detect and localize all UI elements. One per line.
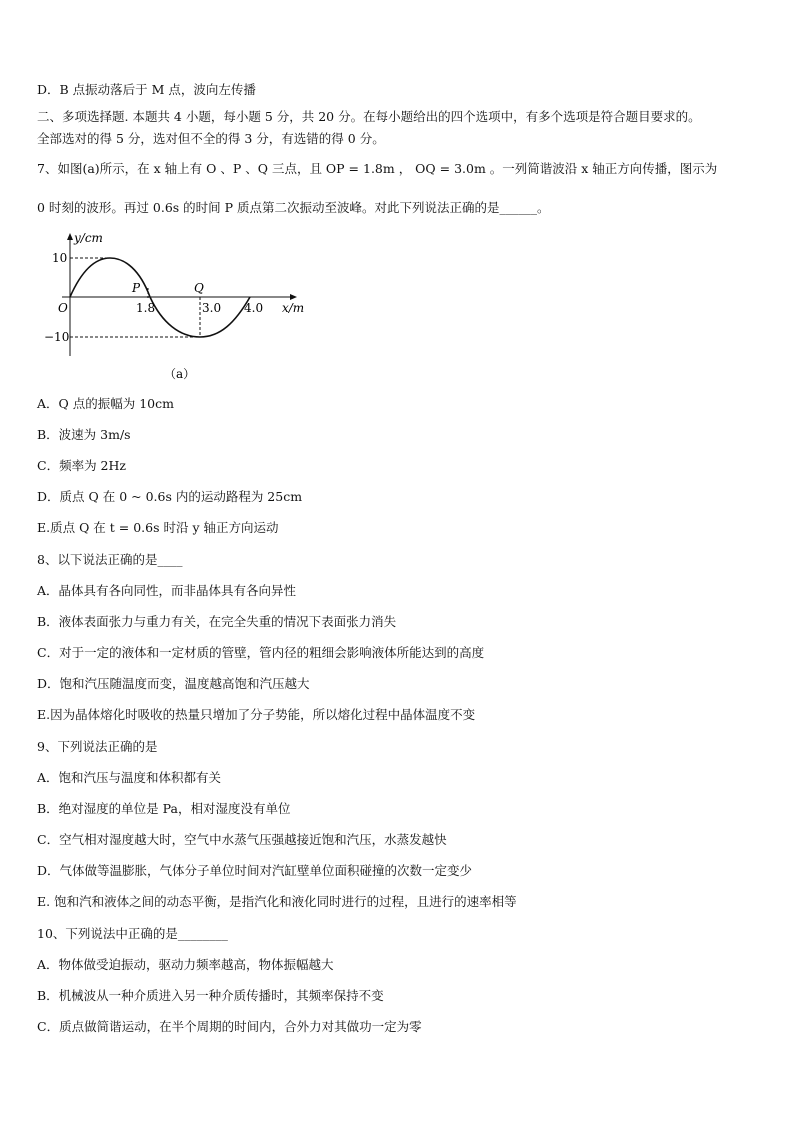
section-rule: 全部选对的得 5 分，选对但不全的得 3 分，有选错的得 0 分。 [37, 131, 385, 146]
q8-option-a: A．晶体具有各向同性，而非晶体具有各向异性 [37, 583, 297, 598]
q7-stem-line2: 0 时刻的波形。再过 0.6s 的时间 P 质点第二次振动至波峰。对此下列说法正确的是______。 [37, 200, 550, 215]
q9-option-e: E. 饱和汽和液体之间的动态平衡，是指汽化和液化同时进行的过程，且进行的速率相等 [37, 894, 517, 909]
y-axis-label: y/cm [74, 231, 103, 245]
q10-option-c: C．质点做简谐运动，在半个周期的时间内，合外力对其做功一定为零 [37, 1019, 422, 1034]
q9-stem: 9、下列说法正确的是 [37, 739, 158, 754]
wave-figure [40, 228, 320, 388]
figure-caption: （a） [164, 367, 196, 381]
x-axis-label: x/m [282, 301, 305, 315]
y-tick-neg10: −10 [44, 330, 70, 344]
q8-option-d: D．饱和汽压随温度而变，温度越高饱和汽压越大 [37, 676, 310, 691]
q7-option-b: B．波速为 3m/s [37, 427, 131, 442]
q9-option-a: A．饱和汽压与温度和体积都有关 [37, 770, 222, 785]
q9-option-d: D．气体做等温膨胀，气体分子单位时间对汽缸壁单位面积碰撞的次数一定变少 [37, 863, 473, 878]
origin-label: O [58, 301, 68, 315]
q9-option-c: C．空气相对湿度越大时，空气中水蒸气压强越接近饱和汽压，水蒸发越快 [37, 832, 447, 847]
y-tick-10: 10 [52, 251, 68, 265]
option-d-prev: D．B 点振动落后于 M 点，波向左传播 [37, 82, 256, 97]
point-q-label: Q [194, 281, 204, 295]
q8-option-c: C．对于一定的液体和一定材质的管壁，管内径的粗细会影响液体所能达到的高度 [37, 645, 485, 660]
q8-option-e: E.因为晶体熔化时吸收的热量只增加了分子势能，所以熔化过程中晶体温度不变 [37, 707, 476, 722]
x-tick-3-0: 3.0 [202, 301, 222, 315]
x-tick-4-0: 4.0 [244, 301, 264, 315]
section-heading: 二、多项选择题. 本题共 4 小题，每小题 5 分，共 20 分。在每小题给出的四个选项中，有多个选项是符合题目要求的。 [37, 109, 701, 124]
q10-option-b: B．机械波从一种介质进入另一种介质传播时，其频率保持不变 [37, 988, 384, 1003]
q10-option-a: A．物体做受迫振动，驱动力频率越高，物体振幅越大 [37, 957, 334, 972]
q8-stem: 8、以下说法正确的是____ [37, 552, 183, 567]
q7-stem-line1: 7、如图(a)所示，在 x 轴上有 O 、P 、Q 三点，且 OP = 1.8m ， OQ = 3.0m 。一列简谐波沿 x 轴正方向传播，图示为 [37, 161, 718, 176]
x-tick-1-8: 1.8 [136, 301, 156, 315]
q7-option-c: C．频率为 2Hz [37, 458, 126, 473]
point-p-label: P [132, 281, 141, 295]
q8-option-b: B．液体表面张力与重力有关，在完全失重的情况下表面张力消失 [37, 614, 397, 629]
q7-option-a: A．Q 点的振幅为 10cm [37, 396, 174, 411]
q7-option-d: D．质点 Q 在 0 ~ 0.6s 内的运动路程为 25cm [37, 489, 303, 504]
q7-option-e: E.质点 Q 在 t = 0.6s 时沿 y 轴正方向运动 [37, 520, 279, 535]
q10-stem: 10、下列说法中正确的是________ [37, 926, 228, 941]
q9-option-b: B．绝对湿度的单位是 Pa，相对湿度没有单位 [37, 801, 291, 816]
